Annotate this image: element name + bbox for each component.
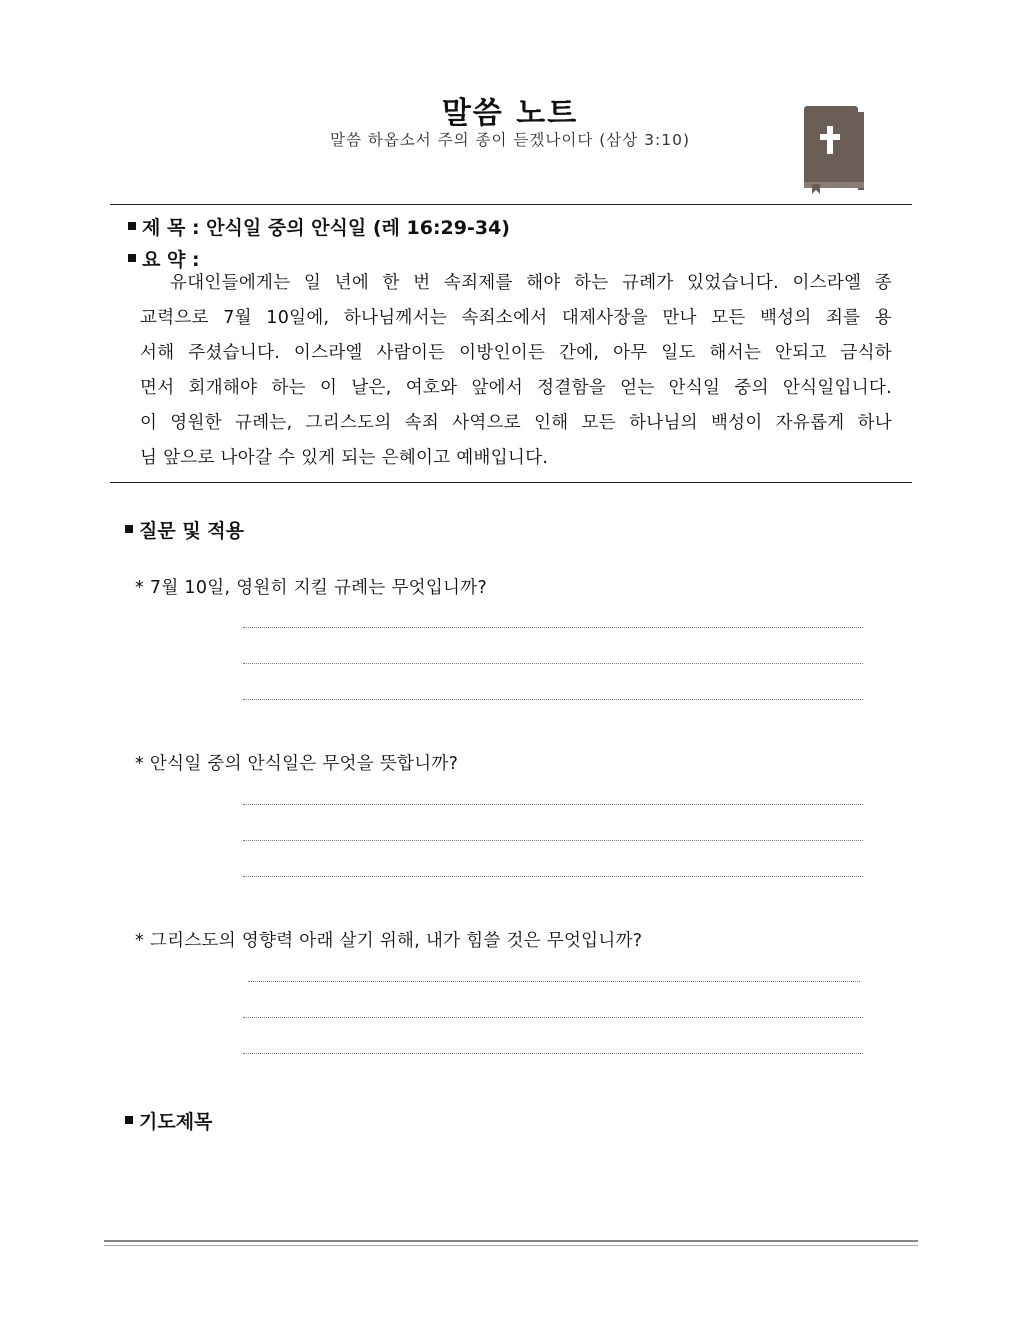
divider-mid <box>110 482 912 483</box>
questions-heading-row <box>125 516 244 543</box>
answer-line[interactable] <box>243 663 863 664</box>
questions-heading: 질문 및 적용 <box>139 520 244 542</box>
sermon-title-row <box>128 213 510 240</box>
question-2: * 안식일 중의 안식일은 무엇을 뜻합니까? <box>135 754 459 774</box>
prayer-heading-row <box>125 1107 212 1134</box>
summary-line: 면서 회개해야 하는 이 날은, 여호와 앞에서 정결함을 얻는 안식일 중의 안식일입니다. <box>140 378 892 398</box>
answer-line[interactable] <box>243 627 863 628</box>
bullet-square-icon <box>128 222 136 230</box>
summary-line: 서해 주셨습니다. 이스라엘 사람이든 이방인이든 간에, 아무 일도 해서는 안되고 금식하 <box>140 343 892 363</box>
summary-label: 요 약 : <box>142 249 200 271</box>
divider-top <box>110 204 912 205</box>
answer-line[interactable] <box>243 840 863 841</box>
answer-line[interactable] <box>243 804 863 805</box>
answer-line[interactable] <box>243 699 863 700</box>
question-1: * 7월 10일, 영원히 지킬 규례는 무엇입니까? <box>135 578 488 598</box>
prayer-heading: 기도제목 <box>139 1111 213 1133</box>
answer-line[interactable] <box>248 981 860 982</box>
bible-cross-icon <box>800 104 868 194</box>
bullet-square-icon <box>125 1116 133 1124</box>
page-subtitle: 말씀 하옵소서 주의 종이 듣겠나이다 (삼상 3:10) <box>329 131 690 149</box>
answer-line[interactable] <box>243 876 863 877</box>
page-title: 말씀 노트 <box>441 96 579 131</box>
footer-rule <box>104 1240 918 1242</box>
summary-line: 님 앞으로 나아갈 수 있게 되는 은혜이고 예배입니다. <box>140 448 549 468</box>
footer-rule <box>104 1245 918 1246</box>
answer-line[interactable] <box>243 1053 863 1054</box>
sermon-title-value: 안식일 중의 안식일 (레 16:29-34) <box>206 217 510 239</box>
answer-line[interactable] <box>243 1017 863 1018</box>
question-3: * 그리스도의 영향력 아래 살기 위해, 내가 힘쓸 것은 무엇입니까? <box>135 931 643 951</box>
bullet-square-icon <box>125 525 133 533</box>
bullet-square-icon <box>128 254 136 262</box>
summary-line: 교력으로 7월 10일에, 하나님께서는 속죄소에서 대제사장을 만나 모든 백성의 죄를 용 <box>140 308 892 328</box>
sermon-title-label: 제 목 : <box>142 217 200 239</box>
summary-line: 이 영원한 규례는, 그리스도의 속죄 사역으로 인해 모든 하나님의 백성이 자유롭게 하나 <box>140 413 892 433</box>
summary-line: 유대인들에게는 일 년에 한 번 속죄제를 해야 하는 규례가 있었습니다. 이스라엘 종 <box>170 273 892 293</box>
